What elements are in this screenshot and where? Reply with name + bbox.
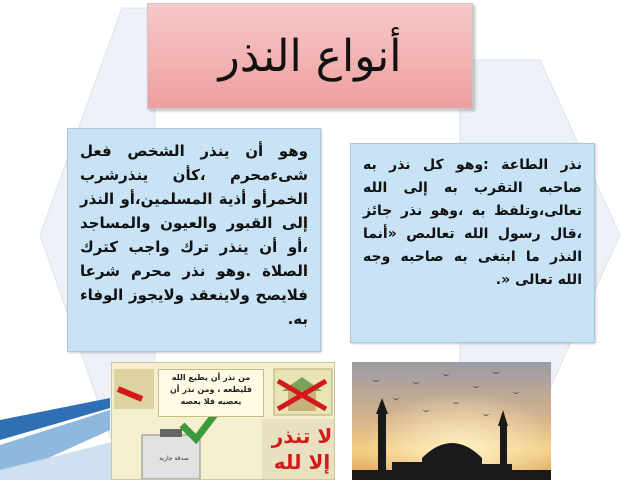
vow-slogan-label: لا تنذر إلا لله xyxy=(271,424,333,474)
hadith-sign: من نذر أن يطيع الله فليطعه ، ومن نذر أن يعصيه فلا يعصه xyxy=(158,369,264,417)
page-title: أنواع النذر xyxy=(218,30,402,82)
title-box xyxy=(147,3,473,109)
vow-illustration-image xyxy=(111,362,335,480)
forbidden-vow-text: وهو أن ينذر الشخص فعل شىءمحرم ،كأن ينذرشرب الخمرأو أذية المسلمين،أو النذر إلى القبور والعيون والمساجد ،أو أن ينذر ترك واجب كترك الصلاة .وهو نذر محرم شرعا فلايصح ولاينعقد ولايجوز الوفاء به. xyxy=(80,142,308,328)
obedience-vow-box xyxy=(350,143,595,343)
mosque-sunset-image xyxy=(352,362,551,480)
obedience-vow-text: نذر الطاعة :وهو كل نذر به صاحبه التقرب به إلى الله تعالى،وتلفظ به ،وهو نذر جائز ،قال رسول الله تعالىص «أنما النذر ما ابتغى به صاحبه وجه الله تعالى «. xyxy=(363,157,582,288)
forbidden-vow-box xyxy=(67,128,321,352)
mosque-sunset-graphics xyxy=(352,362,551,480)
donation-box-caption: صدقة جارية xyxy=(159,455,189,462)
